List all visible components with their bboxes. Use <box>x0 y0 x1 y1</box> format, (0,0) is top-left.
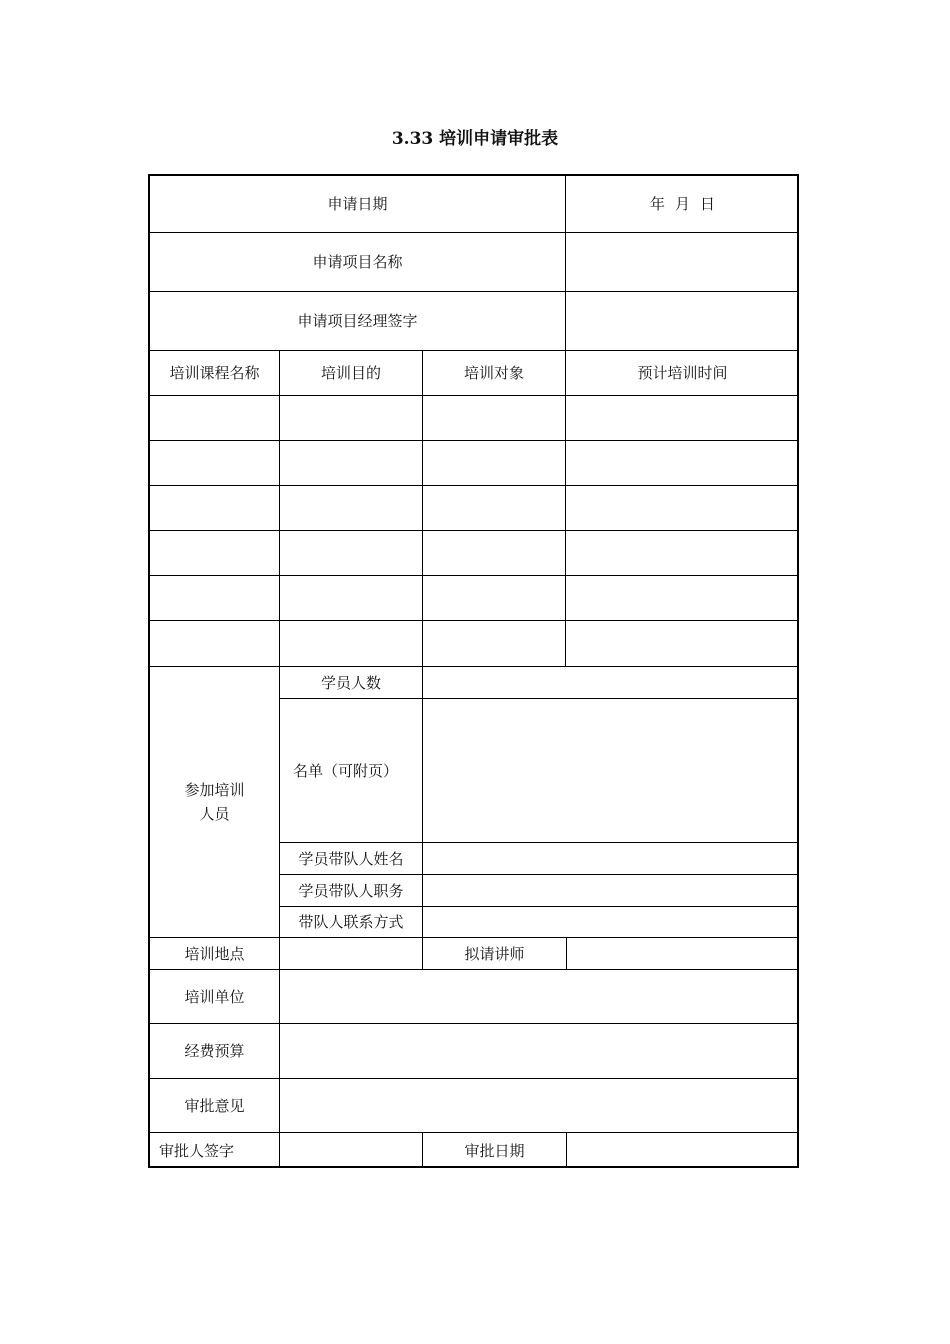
approver-sign-field[interactable] <box>280 1133 422 1168</box>
date-month-label: 月 <box>674 195 690 213</box>
page-title: 3.33 培训申请审批表 <box>391 129 559 149</box>
participant-list-label: 名单（可附页） <box>293 761 399 780</box>
location-field[interactable] <box>280 938 422 969</box>
approval-opinion-field[interactable] <box>280 1079 799 1132</box>
schedule-header: 预计培训时间 <box>637 364 728 382</box>
course-name-header: 培训课程名称 <box>169 364 260 382</box>
table-row[interactable] <box>150 486 799 530</box>
apply-date-field[interactable] <box>566 176 799 232</box>
date-day-label: 日 <box>700 195 716 213</box>
table-row[interactable] <box>150 441 799 485</box>
leader-name-field[interactable] <box>423 843 799 874</box>
lecturer-label: 拟请讲师 <box>464 944 525 963</box>
budget-field[interactable] <box>280 1024 799 1078</box>
training-unit-field[interactable] <box>280 970 799 1023</box>
project-name-label: 申请项目名称 <box>312 253 403 271</box>
table-row[interactable] <box>150 621 799 666</box>
table-row[interactable] <box>150 396 799 440</box>
training-unit-label: 培训单位 <box>184 987 245 1006</box>
leader-title-label: 学员带队人职务 <box>298 881 404 900</box>
participants-label-line1: 参加培训 <box>184 781 245 799</box>
participant-count-field[interactable] <box>423 667 799 698</box>
approver-sign-label: 审批人签字 <box>159 1141 235 1160</box>
participants-group-label <box>150 667 279 937</box>
lecturer-field[interactable] <box>567 938 799 969</box>
location-label: 培训地点 <box>184 944 245 963</box>
approval-opinion-label: 审批意见 <box>184 1096 245 1115</box>
leader-name-label: 学员带队人姓名 <box>298 849 404 868</box>
participant-list-field[interactable] <box>423 699 799 842</box>
table-row[interactable] <box>150 576 799 620</box>
manager-sign-field[interactable] <box>566 292 799 350</box>
leader-title-field[interactable] <box>423 875 799 906</box>
budget-label: 经费预算 <box>184 1042 245 1060</box>
table-row[interactable] <box>150 531 799 575</box>
approval-date-field[interactable] <box>567 1133 799 1168</box>
project-name-field[interactable] <box>566 233 799 291</box>
leader-contact-label: 带队人联系方式 <box>298 913 404 931</box>
date-year-label: 年 <box>649 195 665 213</box>
apply-date-label: 申请日期 <box>327 195 388 213</box>
leader-contact-field[interactable] <box>423 907 799 937</box>
manager-sign-label: 申请项目经理签字 <box>297 312 418 330</box>
approval-date-label: 审批日期 <box>464 1141 525 1160</box>
participants-label-line2: 人员 <box>199 805 230 823</box>
audience-header: 培训对象 <box>463 364 524 382</box>
purpose-header: 培训目的 <box>320 364 381 382</box>
participant-count-label: 学员人数 <box>320 673 381 692</box>
